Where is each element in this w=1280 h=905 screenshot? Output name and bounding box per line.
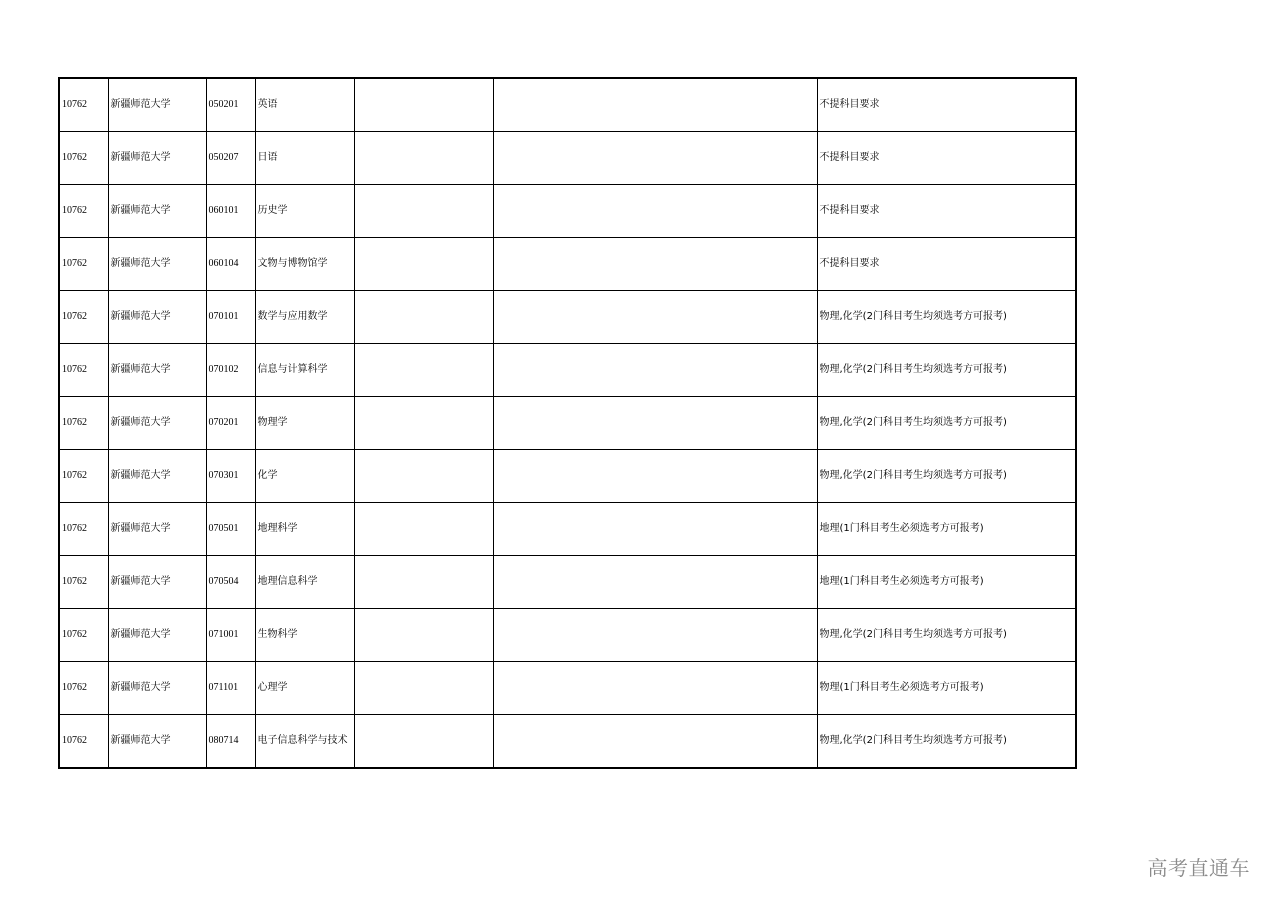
table-row: [59, 609, 1076, 662]
major-code-cell: 060104: [206, 238, 255, 291]
requirement-cell: 不提科目要求: [817, 238, 1076, 291]
empty-cell-6: [493, 715, 817, 769]
table-row: [59, 291, 1076, 344]
school-code-cell: 10762: [59, 556, 108, 609]
empty-cell-6: [493, 609, 817, 662]
school-name-cell: 新疆师范大学: [108, 609, 206, 662]
requirement-cell: 物理,化学(2门科目考生均须选考方可报考): [817, 397, 1076, 450]
empty-cell-6: [493, 397, 817, 450]
watermark-text: 高考直通车: [1147, 856, 1250, 880]
requirement-cell: 物理,化学(2门科目考生均须选考方可报考): [817, 344, 1076, 397]
major-code-cell: 070301: [206, 450, 255, 503]
school-name-cell: 新疆师范大学: [108, 132, 206, 185]
table-row: [59, 556, 1076, 609]
requirement-cell: 不提科目要求: [817, 78, 1076, 132]
school-name-cell: 新疆师范大学: [108, 662, 206, 715]
major-name-cell: 物理学: [255, 397, 354, 450]
major-code-cell: 071101: [206, 662, 255, 715]
major-code-cell: 060101: [206, 185, 255, 238]
major-code-cell: 070101: [206, 291, 255, 344]
empty-cell-6: [493, 662, 817, 715]
major-name-cell: 信息与计算科学: [255, 344, 354, 397]
school-name-cell: 新疆师范大学: [108, 291, 206, 344]
empty-cell-5: [354, 450, 493, 503]
major-code-cell: 070504: [206, 556, 255, 609]
major-name-cell: 英语: [255, 78, 354, 132]
empty-cell-6: [493, 450, 817, 503]
school-name-cell: 新疆师范大学: [108, 238, 206, 291]
empty-cell-6: [493, 132, 817, 185]
empty-cell-5: [354, 662, 493, 715]
requirement-cell: 物理,化学(2门科目考生均须选考方可报考): [817, 450, 1076, 503]
empty-cell-6: [493, 556, 817, 609]
requirement-cell: 物理,化学(2门科目考生均须选考方可报考): [817, 291, 1076, 344]
empty-cell-5: [354, 344, 493, 397]
major-name-cell: 地理信息科学: [255, 556, 354, 609]
empty-cell-6: [493, 78, 817, 132]
table-row: [59, 450, 1076, 503]
table-body: [59, 78, 1076, 768]
requirement-cell: 地理(1门科目考生必须选考方可报考): [817, 503, 1076, 556]
subject-requirement-table: [58, 77, 1077, 769]
major-name-cell: 生物科学: [255, 609, 354, 662]
major-name-cell: 历史学: [255, 185, 354, 238]
table-row: [59, 662, 1076, 715]
school-name-cell: 新疆师范大学: [108, 344, 206, 397]
empty-cell-6: [493, 185, 817, 238]
school-name-cell: 新疆师范大学: [108, 503, 206, 556]
major-name-cell: 电子信息科学与技术: [255, 715, 354, 769]
empty-cell-5: [354, 132, 493, 185]
school-code-cell: 10762: [59, 344, 108, 397]
school-code-cell: 10762: [59, 662, 108, 715]
school-name-cell: 新疆师范大学: [108, 397, 206, 450]
major-name-cell: 化学: [255, 450, 354, 503]
major-name-cell: 地理科学: [255, 503, 354, 556]
school-name-cell: 新疆师范大学: [108, 715, 206, 769]
empty-cell-6: [493, 503, 817, 556]
empty-cell-5: [354, 715, 493, 769]
major-name-cell: 文物与博物馆学: [255, 238, 354, 291]
major-code-cell: 071001: [206, 609, 255, 662]
major-code-cell: 070102: [206, 344, 255, 397]
table-row: [59, 344, 1076, 397]
requirement-cell: 物理,化学(2门科目考生均须选考方可报考): [817, 715, 1076, 769]
major-name-cell: 日语: [255, 132, 354, 185]
school-code-cell: 10762: [59, 238, 108, 291]
empty-cell-6: [493, 291, 817, 344]
empty-cell-5: [354, 503, 493, 556]
major-name-cell: 心理学: [255, 662, 354, 715]
requirement-cell: 物理(1门科目考生必须选考方可报考): [817, 662, 1076, 715]
table-row: [59, 397, 1076, 450]
school-code-cell: 10762: [59, 609, 108, 662]
school-code-cell: 10762: [59, 291, 108, 344]
school-name-cell: 新疆师范大学: [108, 450, 206, 503]
major-code-cell: 050207: [206, 132, 255, 185]
empty-cell-5: [354, 291, 493, 344]
school-code-cell: 10762: [59, 715, 108, 769]
table-row: [59, 78, 1076, 132]
empty-cell-5: [354, 397, 493, 450]
table-row: [59, 503, 1076, 556]
empty-cell-6: [493, 344, 817, 397]
table-row: [59, 238, 1076, 291]
major-code-cell: 070501: [206, 503, 255, 556]
requirement-cell: 不提科目要求: [817, 185, 1076, 238]
table-row: [59, 132, 1076, 185]
school-code-cell: 10762: [59, 132, 108, 185]
empty-cell-6: [493, 238, 817, 291]
school-name-cell: 新疆师范大学: [108, 556, 206, 609]
major-code-cell: 080714: [206, 715, 255, 769]
school-name-cell: 新疆师范大学: [108, 78, 206, 132]
empty-cell-5: [354, 185, 493, 238]
school-code-cell: 10762: [59, 397, 108, 450]
requirement-cell: 物理,化学(2门科目考生均须选考方可报考): [817, 609, 1076, 662]
empty-cell-5: [354, 556, 493, 609]
empty-cell-5: [354, 78, 493, 132]
school-code-cell: 10762: [59, 185, 108, 238]
school-code-cell: 10762: [59, 450, 108, 503]
school-code-cell: 10762: [59, 503, 108, 556]
school-code-cell: 10762: [59, 78, 108, 132]
table-row: [59, 185, 1076, 238]
empty-cell-5: [354, 238, 493, 291]
major-code-cell: 070201: [206, 397, 255, 450]
major-name-cell: 数学与应用数学: [255, 291, 354, 344]
table-row: [59, 715, 1076, 769]
major-code-cell: 050201: [206, 78, 255, 132]
requirement-cell: 不提科目要求: [817, 132, 1076, 185]
empty-cell-5: [354, 609, 493, 662]
school-name-cell: 新疆师范大学: [108, 185, 206, 238]
requirement-cell: 地理(1门科目考生必须选考方可报考): [817, 556, 1076, 609]
